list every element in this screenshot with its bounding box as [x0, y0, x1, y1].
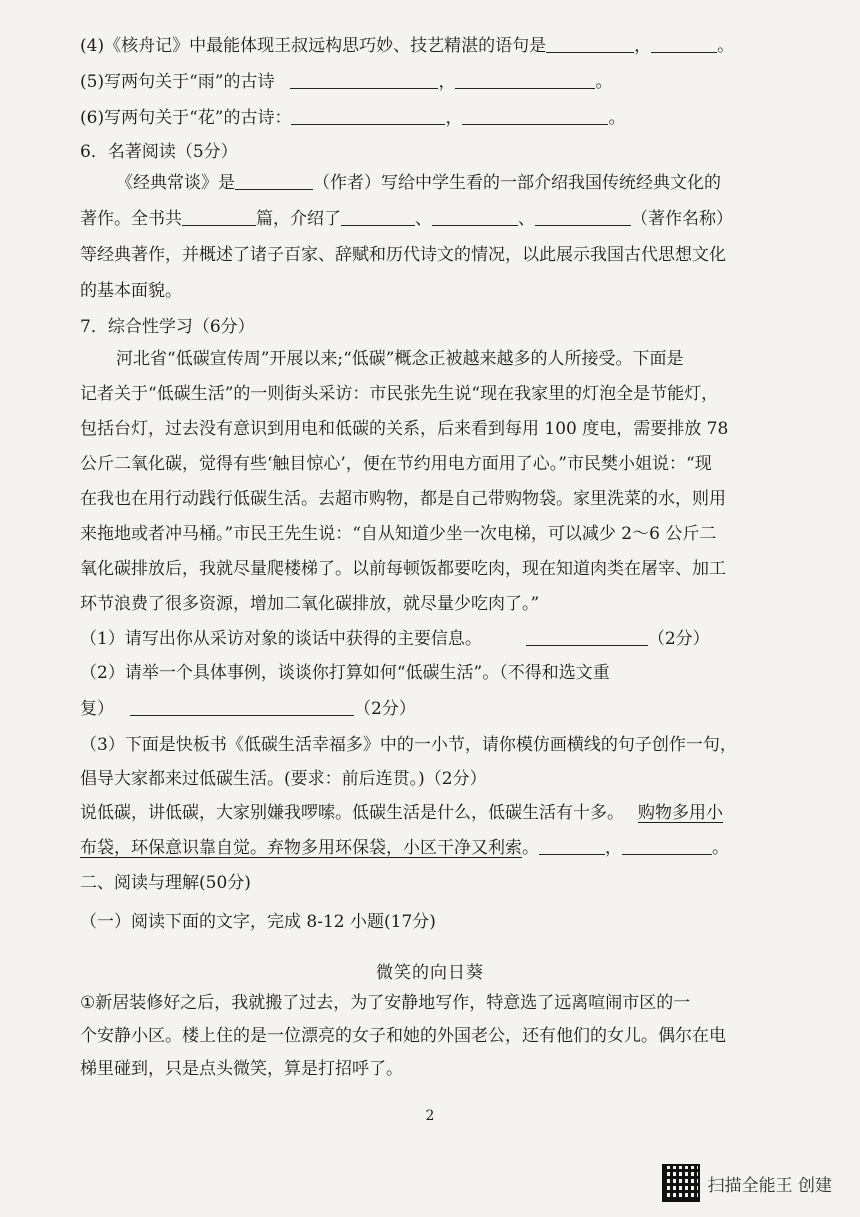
q6-l1b: （作者）写给中学生看的一部介绍我国传统经典文化的 — [313, 173, 721, 193]
q6-l2b: 篇，介绍了 — [256, 209, 341, 229]
blank[interactable] — [526, 627, 648, 646]
q7-p2: 记者关于“低碳生活”的一则街头采访：市民张先生说“现在我家里的灯泡全是节能灯， — [80, 384, 719, 404]
q7-heading: 7．综合性学习（6分） — [80, 317, 255, 337]
q6-l2c: 、 — [415, 209, 432, 229]
underlined-text: 购物多用小 — [638, 803, 723, 823]
comma: ， — [634, 36, 652, 56]
q7-p1: 河北省“低碳宣传周”开展以来;“低碳”概念正被越来越多的人所接受。下面是 — [116, 349, 684, 369]
q7-sub3a: （3）下面是快板书《低碳生活幸福多》中的一小节，请你模仿画横线的句子创作一句， — [80, 735, 737, 755]
q7-p6: 来拖地或者冲马桶。”市民王先生说：“自从知道少坐一次电梯，可以减少 2～6 公斤二 — [80, 524, 717, 544]
q7-p4: 公斤二氧化碳，觉得有些‘触目惊心’，便在节约用电方面用了心。”市民樊小姐说：“现 — [80, 454, 712, 474]
q7-sub1 — [80, 627, 780, 651]
q5-l5-text: (5)写两句关于“雨”的古诗 — [80, 72, 275, 92]
q7-sub3d — [80, 836, 780, 860]
q5-line4 — [80, 34, 780, 58]
points: （2分） — [354, 699, 416, 719]
blank[interactable] — [341, 207, 415, 226]
q6-heading: 6．名著阅读（5分） — [80, 142, 238, 162]
blank[interactable] — [455, 70, 595, 89]
blank[interactable] — [130, 697, 354, 716]
points: （2分） — [647, 629, 710, 649]
period: 。 — [712, 838, 729, 858]
part2-sub: （一）阅读下面的文字，完成 8-12 小题(17分) — [80, 912, 436, 932]
q5-line6 — [80, 106, 780, 130]
scanner-watermark — [662, 1164, 832, 1202]
comma: ， — [445, 108, 463, 128]
part2-heading: 二、阅读与理解(50分) — [80, 873, 251, 893]
q7-p8: 环节浪费了很多资源，增加二氧化碳排放，就尽量少吃肉了。” — [80, 594, 540, 614]
q5-l6-text: (6)写两句关于“花”的古诗： — [80, 108, 292, 128]
blank[interactable] — [622, 836, 712, 855]
q7-sub2a: （2）请举一个具体事例，谈谈你打算如何“低碳生活”。（不得和选文重 — [80, 663, 610, 683]
period: 。 — [522, 838, 539, 858]
blank[interactable] — [290, 70, 438, 89]
q7-sub3c — [80, 801, 780, 825]
blank[interactable] — [546, 34, 634, 53]
comma: ， — [438, 72, 456, 92]
period: 。 — [717, 36, 735, 56]
q6-line2 — [80, 207, 780, 231]
blank[interactable] — [651, 34, 717, 53]
q7-sub2b — [80, 697, 780, 721]
blank[interactable] — [539, 836, 605, 855]
brand-label: 扫描全能王 创建 — [707, 1175, 832, 1196]
q7-p7: 氧化碳排放后，我就尽量爬楼梯了。以前每顿饭都要吃肉，现在知道肉类在屠宰、加工 — [80, 559, 726, 579]
q6-l2a: 著作。全书共 — [80, 209, 182, 229]
story-para1a: ①新居装修好之后，我就搬了过去，为了安静地写作，特意选了远离喧闹市区的一 — [80, 993, 691, 1013]
q5-line5 — [80, 70, 780, 94]
q6-l2d: （著作名称） — [631, 209, 733, 229]
q7-p5: 在我也在用行动践行低碳生活。去超市购物，都是自己带购物袋。家里洗菜的水，则用 — [80, 489, 726, 509]
q7-s1-text: （1）请写出你从采访对象的谈话中获得的主要信息。 — [80, 629, 482, 649]
page-number: 2 — [425, 1108, 435, 1124]
blank[interactable] — [291, 106, 445, 125]
story-para1c: 梯里碰到，只是点头微笑，算是打招呼了。 — [80, 1059, 403, 1079]
story-title: 微笑的向日葵 — [376, 963, 484, 983]
q7-s2b-text: 复） — [80, 699, 114, 719]
blank[interactable] — [535, 207, 631, 226]
qr-code-icon — [662, 1164, 700, 1202]
q7-sub3b: 倡导大家都来过低碳生活。(要求：前后连贯。)（2分） — [80, 769, 487, 789]
blank[interactable] — [432, 207, 518, 226]
q6-l2c: 、 — [518, 209, 535, 229]
q6-l1a: 《经典常谈》是 — [116, 173, 235, 193]
story-para1b: 个安静小区。楼上住的是一位漂亮的女子和她的外国老公，还有他们的女儿。偶尔在电 — [80, 1026, 726, 1046]
period: 。 — [595, 72, 613, 92]
blank[interactable] — [235, 171, 313, 190]
q7-s3c-text: 说低碳，讲低碳，大家别嫌我啰嗦。低碳生活是什么，低碳生活有十多。 — [80, 803, 624, 823]
comma: ， — [605, 838, 622, 858]
blank[interactable] — [182, 207, 256, 226]
q6-line1 — [116, 171, 816, 195]
q6-line4: 的基本面貌。 — [80, 281, 182, 301]
q5-l4-text: (4)《核舟记》中最能体现王叔远构思巧妙、技艺精湛的语句是 — [80, 36, 547, 56]
q6-line3: 等经典著作，并概述了诸子百家、辞赋和历代诗文的情况，以此展示我国古代思想文化 — [80, 245, 726, 265]
period: 。 — [608, 108, 626, 128]
q7-p3: 包括台灯，过去没有意识到用电和低碳的关系，后来看到每用 100 度电，需要排放 78 — [80, 419, 729, 439]
blank[interactable] — [462, 106, 608, 125]
underlined-text: 布袋，环保意识靠自觉。弃物多用环保袋，小区干净又利索 — [80, 838, 522, 858]
